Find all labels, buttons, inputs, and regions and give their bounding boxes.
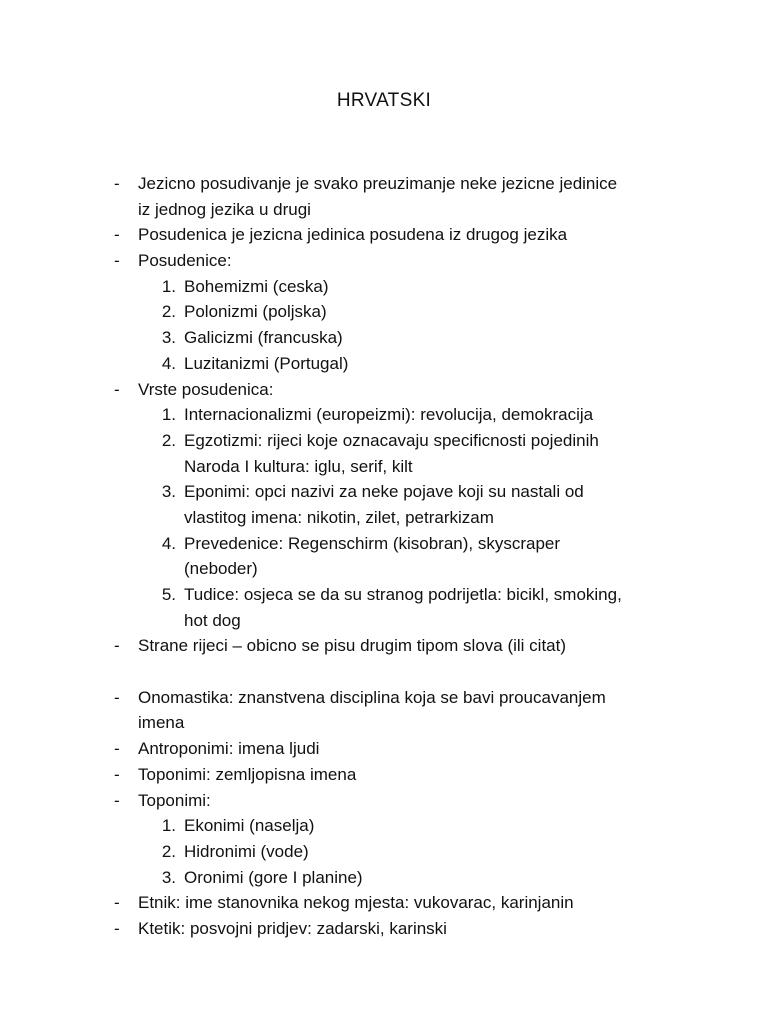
list-item <box>114 171 714 222</box>
list-item <box>114 788 714 891</box>
bullet-dash: - <box>114 225 120 245</box>
bullet-dash: - <box>114 379 120 399</box>
numbered-item <box>114 865 714 891</box>
numbered-item <box>114 582 714 608</box>
bullet-text: Posudenice: <box>138 251 232 271</box>
item-text: Prevedenice: Regenschirm (kisobran), skyscraper <box>184 533 561 553</box>
bullet-dash: - <box>114 636 120 656</box>
list-item <box>114 633 714 659</box>
numbered-item <box>114 839 714 865</box>
item-number: 3. <box>161 867 176 887</box>
bullet-text-continued: imena <box>138 713 185 733</box>
item-text: Egzotizmi: rijeci koje oznacavaju specificnosti pojedinih <box>184 430 599 450</box>
item-number: 1. <box>161 405 176 425</box>
bullet-text: Onomastika: znanstvena disciplina koja se bavi proucavanjem <box>138 687 606 707</box>
page-title: HRVATSKI <box>336 90 432 111</box>
bullet-text: Vrste posudenica: <box>138 379 274 399</box>
bullet-dash: - <box>114 764 120 784</box>
bullet-text: Toponimi: zemljopisna imena <box>138 764 357 784</box>
item-number: 2. <box>161 302 176 322</box>
item-number: 3. <box>161 328 176 348</box>
bullet-text: Antroponimi: imena ljudi <box>138 739 320 759</box>
item-text-continued: (neboder) <box>184 559 258 579</box>
bullet-dash: - <box>114 739 120 759</box>
numbered-item <box>114 813 714 839</box>
bullet-dash: - <box>114 918 120 938</box>
item-text: Ekonimi (naselja) <box>184 816 315 836</box>
bullet-dash: - <box>114 687 120 707</box>
bullet-dash: - <box>114 251 120 271</box>
item-text: Internacionalizmi (europeizmi): revolucija, demokracija <box>184 405 594 425</box>
item-text: Oronimi (gore I planine) <box>184 867 363 887</box>
item-text: Polonizmi (poljska) <box>184 302 327 322</box>
numbered-item <box>114 325 714 351</box>
item-text: Hidronimi (vode) <box>184 841 309 861</box>
notes-content <box>114 171 714 942</box>
numbered-item <box>114 274 714 300</box>
list-item <box>114 685 714 736</box>
numbered-item <box>114 299 714 325</box>
bullet-dash: - <box>114 893 120 913</box>
item-text: Luzitanizmi (Portugal) <box>184 353 349 373</box>
item-number: 1. <box>161 276 176 296</box>
numbered-item <box>114 402 714 428</box>
list-item <box>114 890 714 916</box>
numbered-item <box>114 428 714 454</box>
list-item <box>114 736 714 762</box>
list-item <box>114 762 714 788</box>
item-text: Bohemizmi (ceska) <box>184 276 329 296</box>
bullet-text-continued: iz jednog jezika u drugi <box>138 199 311 219</box>
item-number: 2. <box>161 841 176 861</box>
bullet-dash: - <box>114 174 120 193</box>
numbered-item <box>114 479 714 505</box>
item-number: 1. <box>161 816 176 836</box>
item-number: 4. <box>161 353 176 373</box>
bullet-text: Strane rijeci – obicno se pisu drugim tipom slova (ili citat) <box>138 636 567 656</box>
item-text: Tudice: osjeca se da su stranog podrijetla: bicikl, smoking, <box>184 585 622 604</box>
bullet-text: Posudenica je jezicna jedinica posudena iz drugog jezika <box>138 225 568 245</box>
section-spacer <box>114 659 714 685</box>
bullet-text: Ktetik: posvojni pridjev: zadarski, karinski <box>138 918 447 938</box>
bullet-text: Jezicno posudivanje je svako preuzimanje neke jezicne jedinice <box>138 174 618 193</box>
item-number: 3. <box>161 482 176 502</box>
item-text-continued: Naroda I kultura: iglu, serif, kilt <box>184 456 413 476</box>
item-text: Eponimi: opci nazivi za neke pojave koji su nastali od <box>184 482 584 502</box>
item-number: 5. <box>161 585 176 604</box>
list-item <box>114 916 714 942</box>
item-text: Galicizmi (francuska) <box>184 328 343 348</box>
bullet-text: Etnik: ime stanovnika nekog mjesta: vukovarac, karinjanin <box>138 893 574 913</box>
item-number: 2. <box>161 430 176 450</box>
bullet-text: Toponimi: <box>138 790 211 810</box>
bullet-dash: - <box>114 790 120 810</box>
numbered-item <box>114 351 714 377</box>
list-item <box>114 222 714 248</box>
list-item <box>114 377 714 634</box>
item-number: 4. <box>161 533 176 553</box>
numbered-item <box>114 531 714 557</box>
list-item <box>114 248 714 376</box>
item-text-continued: vlastitog imena: nikotin, zilet, petrarkizam <box>184 507 494 527</box>
item-text-continued: hot dog <box>184 610 241 630</box>
